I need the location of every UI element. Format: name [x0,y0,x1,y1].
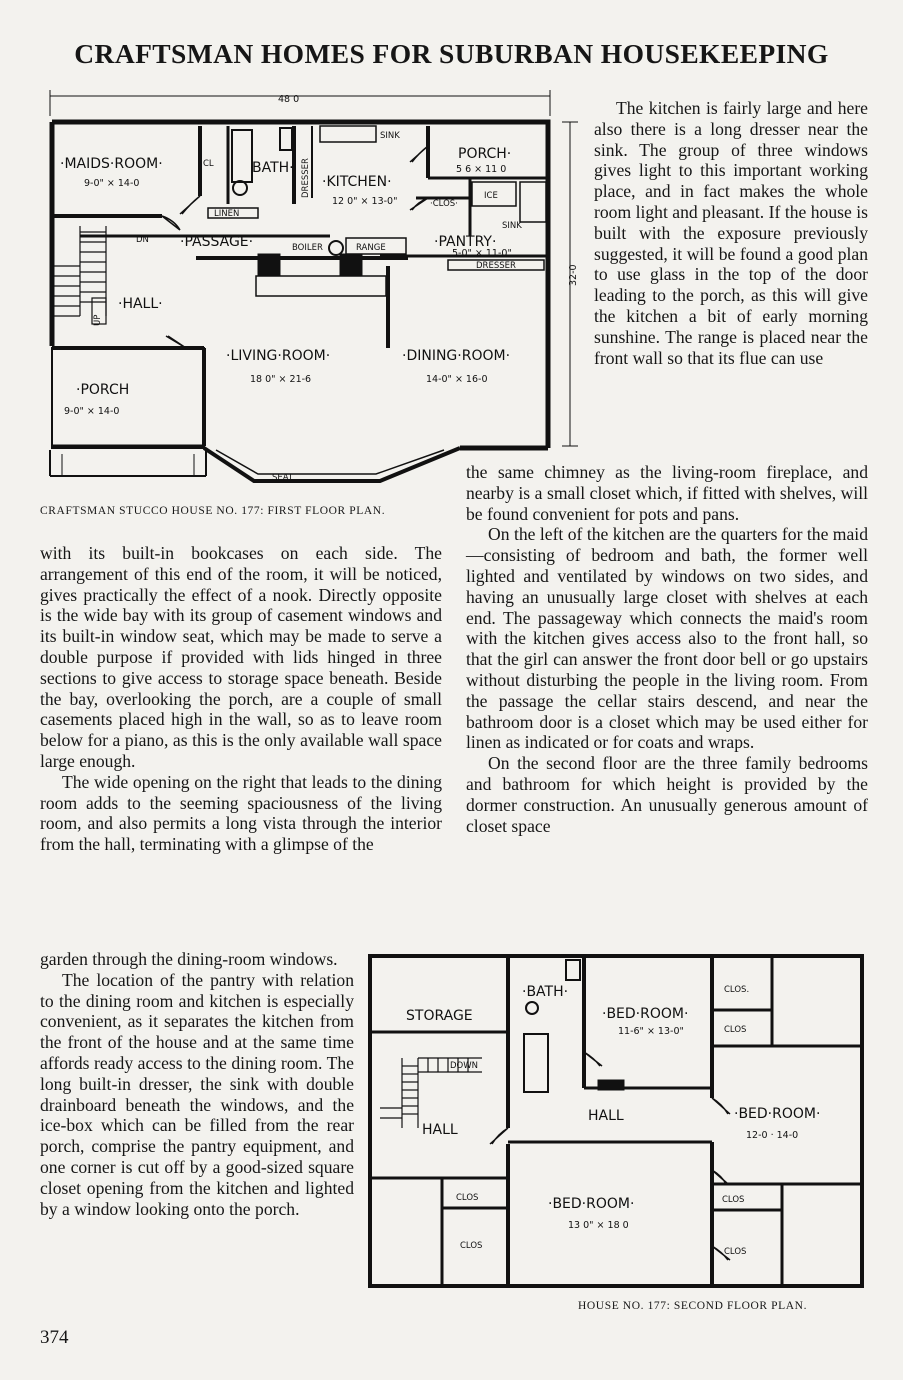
closet-label: CL [203,159,214,169]
width-dimension: 48 0 [278,94,300,105]
paragraph-kitchen: The kitchen is fairly large and here also there is a long dresser near the sink. The group of three windows gives light to this important working place, and in fact makes the whole room light and pleasant. If the house is built with the exposure previously suggested, it will be found a good plan to use glass in the top of the door leading to the porch, as this will give the kitchen a bit of early morning sunshine. The range is placed near the front wall so that its flue can use [594,98,868,368]
paragraph-wide-opening-end: garden through the dining-room windows. [40,949,338,969]
bed-room-3-label: ·BED·ROOM· [548,1196,635,1212]
kitchen-size: 12 0" × 13-0" [332,196,398,207]
paragraph-wide-opening: The wide opening on the right that leads to the dining room adds to the seeming spaciousness of the living room, and also permits a long vista through the interior from the hall, terminating with a glimpse of the [40,771,442,855]
paragraph-pantry: The location of the pantry with relation to the dining room and kitchen is especially convenient, as it separates the kitchen from the front of the house and at the same time affords ready access to the dining room. The long built-in dresser, the sink with double drainboard beneath the windows, and the ice-box which can be filled from the rear porch, comprise the pantry equipment, and one corner is cut off by a good-sized square closet opening from the kitchen and lighted by a window looking onto the porch. [40,969,354,1219]
dining-room-label: ·DINING·ROOM· [402,348,511,364]
clos-b-label: CLOS [724,1025,747,1035]
second-floor-drawing [362,948,870,1293]
bed-room-3-size: 13 0" × 18 0 [568,1220,629,1231]
clos-c-label: CLOS [456,1193,479,1203]
clos-a-label: CLOS. [724,985,750,995]
clos-f-label: CLOS [724,1247,747,1257]
living-room-label: ·LIVING·ROOM· [226,348,331,364]
dresser-label: DRESSER [301,158,311,198]
dining-room-size: 14-0" × 16-0 [426,374,488,385]
range-label: RANGE [356,243,386,253]
page-number: 374 [40,1327,69,1348]
clos-d-label: CLOS [460,1241,483,1251]
storage-label: STORAGE [406,1008,473,1024]
ice-label: ICE [484,191,498,201]
maids-room-label: ·MAIDS·ROOM· [60,156,163,172]
dn-label: DN [136,235,149,245]
seat-label: SEAT [272,473,294,483]
bath-label: BATH· [252,160,294,176]
hall-label-2: HALL [588,1108,624,1124]
text-column-left [40,543,442,855]
down-label: DOWN [450,1061,478,1071]
hall-label: ·HALL· [118,296,163,312]
page-title: CRAFTSMAN HOMES FOR SUBURBAN HOUSEKEEPING [74,38,829,69]
depth-dimension: 32-0 [568,264,579,286]
clos-label: ·CLOS· [430,199,458,209]
first-floor-plan [40,86,580,486]
maids-room-size: 9-0" × 14-0 [84,178,140,189]
bed-room-1-label: ·BED·ROOM· [602,1006,689,1022]
paragraph-kitchen-cont: the same chimney as the living-room fireplace, and nearby is a small closet which, if fitted with shelves, will be found convenient for pots and pans. [466,462,868,524]
second-floor-caption: HOUSE NO. 177: SECOND FLOOR PLAN. [578,1300,808,1312]
paragraph-bookcases: with its built-in bookcases on each side. The arrangement of this end of the room, it will be noticed, gives practically the effect of a nook. Directly opposite is the wide bay with its group of casement windows and its built-in window seat, which may be made to serve a double purpose if provided with lids hinged in three sections to give access to storage space beneath. Beside the bay, overlooking the porch, are a couple of small casements placed high in the wall, so as to leave room below for a piano, as this is the only available wall space large enough. [40,543,442,771]
bed-room-2-label: ·BED·ROOM· [734,1106,821,1122]
text-column-left-narrow [40,949,354,1219]
clos-e-label: CLOS [722,1195,745,1205]
pantry-label: ·PANTRY· [434,234,497,250]
hall-stair-label: HALL [422,1122,458,1138]
bath-label-2: ·BATH· [522,984,569,1000]
sink-label: SINK [380,131,400,141]
linen-label: LINEN [214,209,240,219]
second-floor-plan [362,948,870,1293]
up-label: UP [93,314,103,326]
paragraph-maid: On the left of the kitchen are the quarters for the maid—consisting of bedroom and bath, the former well lighted and ventilated by windows on two sides, and having an unusually large closet with shelves at each end. The passageway which connects the maid's room with the kitchen gives access also to the front hall, so that the girl can answer the front door bell or go upstairs without disturbing the people in the living room. From the passage the cellar stairs descend, and near the bathroom door is a closet which may be used either for linen as indicated or for coats and wraps. [466,524,868,753]
pantry-size: 5-0" × 11-0" [452,248,512,259]
porch-front-size: 9-0" × 14-0 [64,406,120,417]
kitchen-label: ·KITCHEN· [322,174,392,190]
first-floor-caption: CRAFTSMAN STUCCO HOUSE NO. 177: FIRST FLOOR PLAN. [40,505,386,517]
bed-room-1-size: 11-6" × 13-0" [618,1026,684,1037]
bed-room-2-size: 12-0 · 14-0 [746,1130,799,1141]
dresser2-label: DRESSER [476,261,516,271]
porch-rear-size: 5 6 × 11 0 [456,164,507,175]
porch-front-label: ·PORCH [76,382,130,398]
text-column-right-top [594,98,868,368]
porch-rear-label: PORCH· [458,146,512,162]
text-column-right [466,462,868,836]
first-floor-drawing [40,86,580,486]
boiler-label: BOILER [292,243,323,253]
sink2-label: SINK [502,221,522,231]
paragraph-second-floor: On the second floor are the three family bedrooms and bathroom for which height is provided by the dormer construction. An unusually generous amount of closet space [466,753,868,836]
passage-label: ·PASSAGE· [180,234,254,250]
living-room-size: 18 0" × 21-6 [250,374,312,385]
